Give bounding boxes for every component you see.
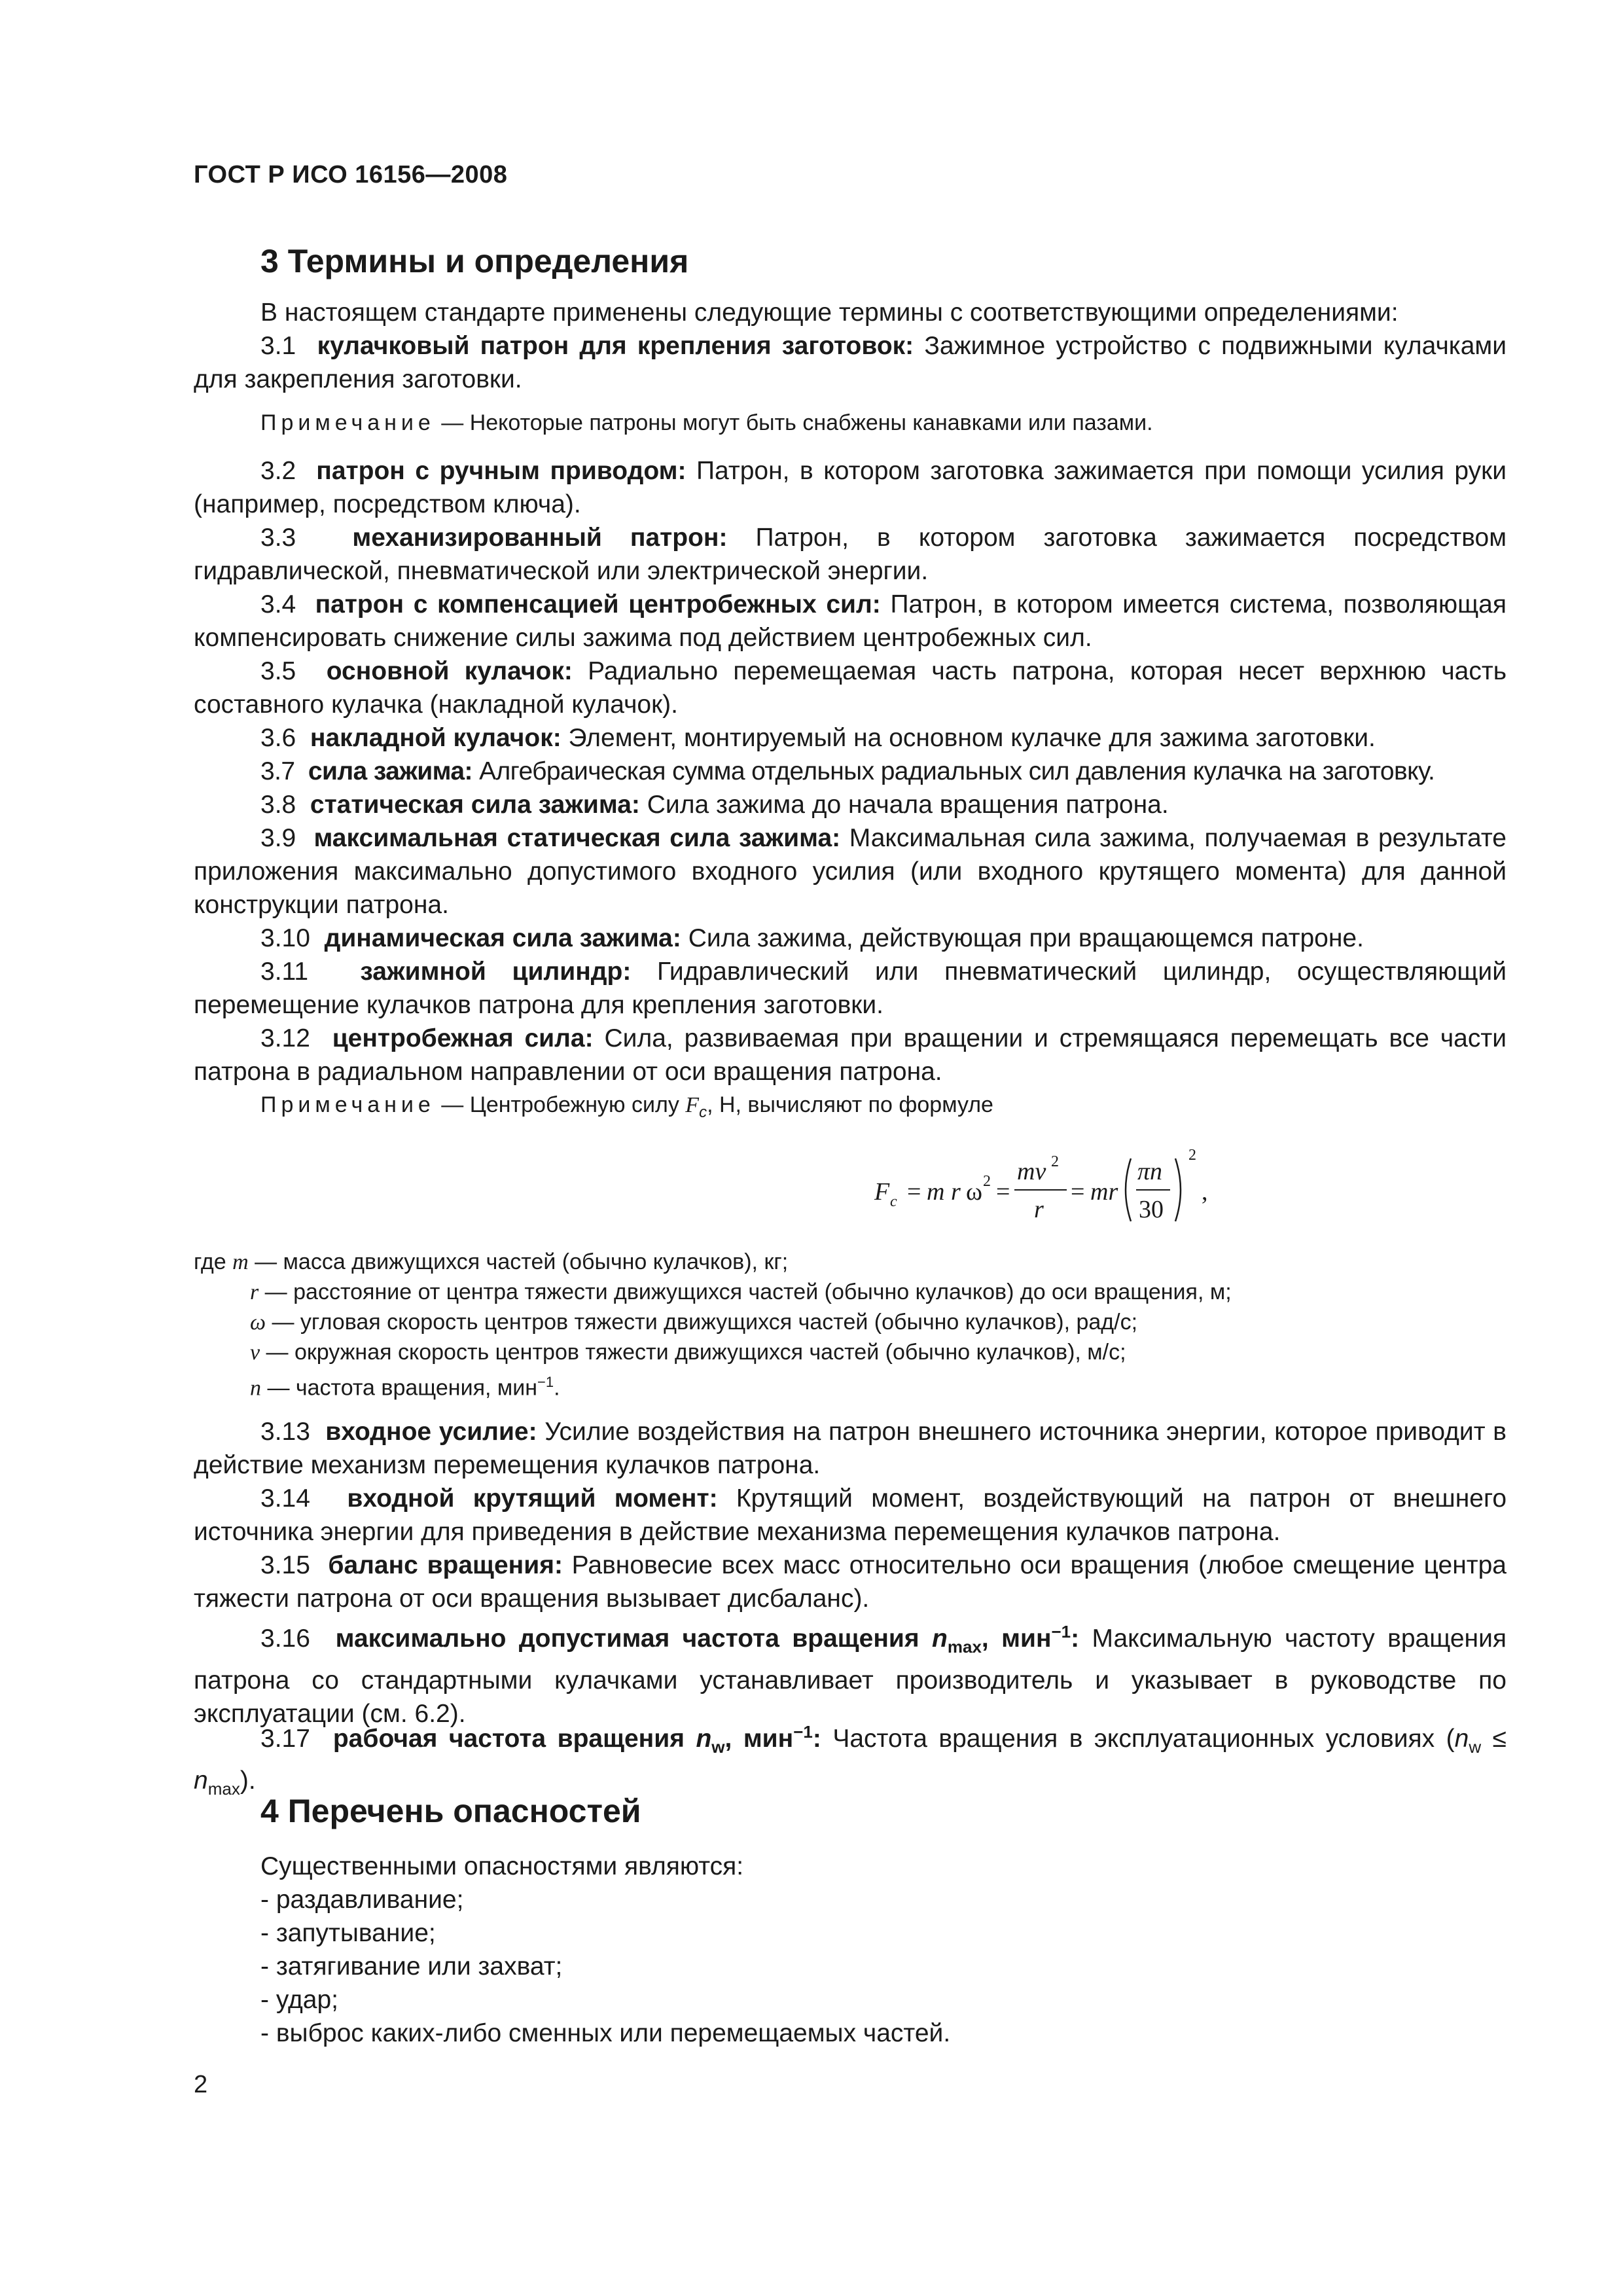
formula-paren-right — [1175, 1158, 1181, 1221]
legend-n: n — частота вращения, мин$^{-1}$. — [250, 1374, 560, 1401]
section-3-title: 3 Термины и определения — [260, 243, 689, 279]
term-3-1: 3.1 кулачковый патрон для крепления заготовок: Зажимное устройство с подвижными кулачками для закрепления заготовки. — [194, 332, 1507, 393]
term-3-2: 3.2 патрон с ручным приводом: Патрон, в котором заготовка зажимается при помощи усилия руки (например, посредством ключа). — [194, 457, 1507, 518]
hazard-item: - выброс каких-либо сменных или перемещаемых частей. — [260, 2019, 951, 2047]
note-2: Примечание — Центробежную силу $F_c$, Н, вычисляют по формуле — [260, 1092, 993, 1121]
term-3-17: 3.17 рабочая частота вращения $n_w$, мин$^{-1}$: Частота вращения в эксплуатационных условиях $(n_w \le n_{max})$. — [194, 1722, 1507, 1799]
formula-mr: m r — [927, 1178, 961, 1206]
legend-r: r — расстояние от центра тяжести движущихся частей (обычно кулачков) до оси вращения, м; — [250, 1280, 1232, 1304]
formula-mr2: mr — [1090, 1178, 1118, 1206]
page-number: 2 — [194, 2071, 208, 2098]
term-3-4: 3.4 патрон с компенсацией центробежных сил: Патрон, в котором имеется система, позволяющая компенсировать снижение силы зажима под действием центробежных сил. — [194, 590, 1507, 652]
formula-paren-left — [1126, 1158, 1131, 1221]
term-3-8: 3.8 статическая сила зажима: Сила зажима до начала вращения патрона. — [260, 791, 1169, 819]
section-3-intro: В настоящем стандарте применены следующие термины с соответствующими определениями: — [260, 298, 1399, 327]
formula-pi-n: πn — [1137, 1158, 1163, 1185]
formula-eq-2: = — [996, 1178, 1010, 1206]
formula-sq-2: 2 — [1051, 1153, 1059, 1170]
term-3-5: 3.5 основной кулачок: Радиально перемещаемая часть патрона, которая несет верхнюю часть составного кулачка (накладной кулачок). — [194, 657, 1507, 719]
formula-denominator: r — [1034, 1196, 1044, 1223]
term-3-6: 3.6 накладной кулачок: Элемент, монтируемый на основном кулачке для зажима заготовки. — [260, 724, 1376, 752]
formula-eq-3: = — [1071, 1178, 1085, 1206]
formula-thirty: 30 — [1139, 1196, 1164, 1223]
formula-lhs: F — [874, 1178, 890, 1206]
term-3-16: 3.16 максимально допустимая частота вращения $n_{max}$, мин$^{-1}$: Максимальную частоту вращения патрона со стандартными кулачками устанавливает производитель и указывает в руководстве по эксплуатации (см. 6.2). — [194, 1622, 1507, 1728]
centrifugal-force-formula — [678, 1139, 1267, 1230]
formula-sq-3: 2 — [1188, 1147, 1196, 1164]
term-3-9: 3.9 максимальная статическая сила зажима: Максимальная сила зажима, получаемая в результате приложения максимально допустимого входного усилия (или входного крутящего момента) для данной конструкции патрона. — [194, 824, 1507, 919]
term-3-13: 3.13 входное усилие: Усилие воздействия на патрон внешнего источника энергии, которое приводит в действие механизм перемещения кулачков патрона. — [194, 1418, 1507, 1479]
term-3-7: 3.7 сила зажима: Алгебраическая сумма отдельных радиальных сил давления кулачка на заготовку. — [260, 757, 1435, 785]
hazard-item: - удар; — [260, 1986, 338, 2014]
hazard-item: - затягивание или захват; — [260, 1952, 563, 1981]
legend-omega: ω — угловая скорость центров тяжести движущихся частей (обычно кулачков), рад/с; — [250, 1310, 1138, 1335]
term-3-11: 3.11 зажимной цилиндр: Гидравлический или пневматический цилиндр, осуществляющий перемещение кулачков патрона для крепления заготовки. — [194, 958, 1507, 1019]
formula-numerator: mν — [1017, 1158, 1046, 1185]
note-1: Примечание — Некоторые патроны могут быть снабжены канавками или пазами. — [260, 410, 1153, 435]
formula-omega: ω — [966, 1178, 983, 1206]
section-4-title: 4 Перечень опасностей — [260, 1793, 641, 1829]
term-3-15: 3.15 баланс вращения: Равновесие всех масс относительно оси вращения (любое смещение центра тяжести патрона от оси вращения вызывает дисбаланс). — [194, 1551, 1507, 1613]
term-3-12: 3.12 центробежная сила: Сила, развиваемая при вращении и стремящаяся перемещать все части патрона в радиальном направлении от оси вращения патрона. — [194, 1024, 1507, 1086]
legend-m: где m — масса движущихся частей (обычно кулачков), кг; — [194, 1249, 789, 1274]
formula-lhs-sub: c — [890, 1193, 897, 1210]
term-3-10: 3.10 динамическая сила зажима: Сила зажима, действующая при вращающемся патроне. — [260, 924, 1364, 952]
term-3-14: 3.14 входной крутящий момент: Крутящий момент, воздействующий на патрон от внешнего источника энергии для приведения в действие механизма перемещения кулачков патрона. — [194, 1484, 1507, 1546]
formula-eq-1: = — [907, 1178, 921, 1206]
hazard-item: - раздавливание; — [260, 1886, 464, 1914]
formula-tail: , — [1202, 1178, 1208, 1206]
formula-sq-1: 2 — [983, 1173, 991, 1190]
term-3-3: 3.3 механизированный патрон: Патрон, в котором заготовка зажимается посредством гидравлической, пневматической или электрической энергии. — [194, 524, 1507, 585]
legend-v: ν — окружная скорость центров тяжести движущихся частей (обычно кулачков), м/с; — [250, 1340, 1126, 1365]
section-4-intro: Существенными опасностями являются: — [260, 1852, 744, 1880]
document-header: ГОСТ Р ИСО 16156—2008 — [194, 161, 508, 188]
hazard-item: - запутывание; — [260, 1919, 436, 1947]
